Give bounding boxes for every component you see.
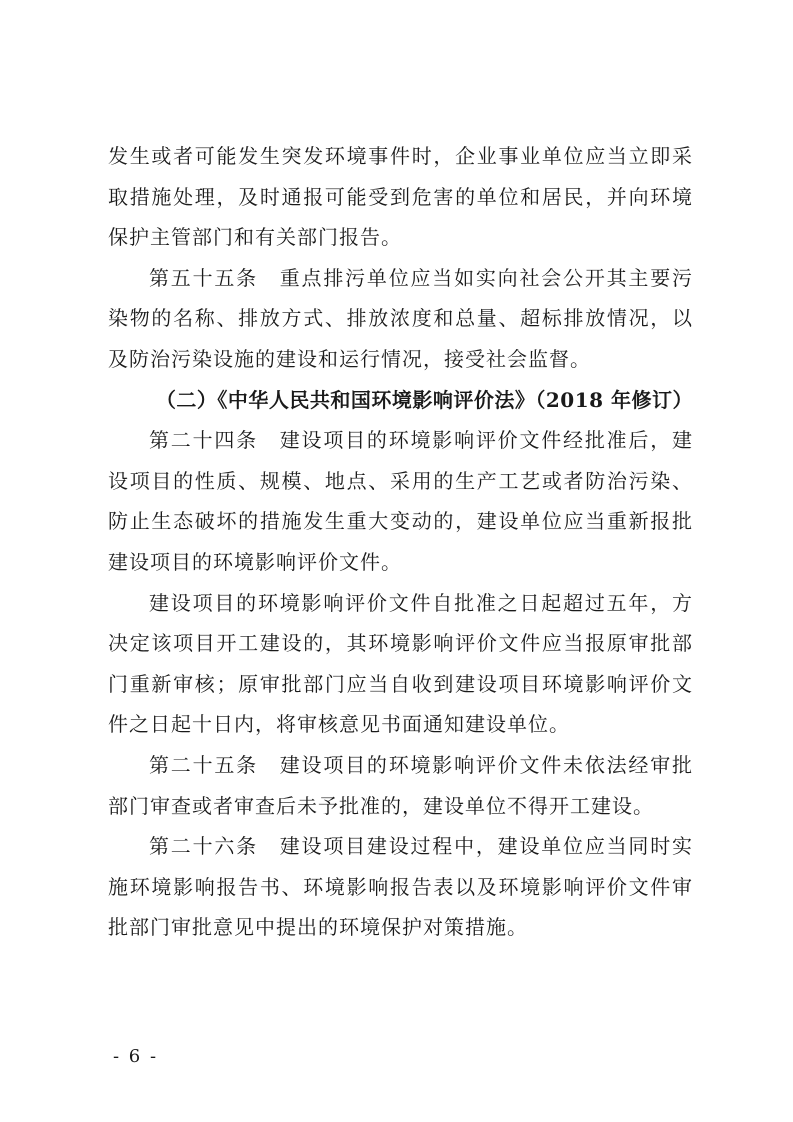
page-number: - 6 -	[113, 1046, 159, 1067]
paragraph-article-24-clause-2: 建设项目的环境影响评价文件自批准之日起超过五年，方决定该项目开工建设的，其环境影响评价文件应当报原审批部门重新审核；原审批部门应当自收到建设项目环境影响评价文件之日起十日内，将审核意见书面通知建设单位。	[108, 590, 693, 737]
paragraph-article-26: 第二十六条 建设项目建设过程中，建设单位应当同时实施环境影响报告书、环境影响报告表以及环境影响评价文件审批部门审批意见中提出的环境保护对策措施。	[108, 834, 693, 940]
section-heading: （二）《中华人民共和国环境影响评价法》（2018 年修订）	[155, 387, 693, 412]
paragraph-article-24: 第二十四条 建设项目的环境影响评价文件经批准后，建设项目的性质、规模、地点、采用的生产工艺或者防治污染、防止生态破坏的措施发生重大变动的，建设单位应当重新报批建设项目的环境影响评价文件。	[108, 428, 693, 574]
paragraph-continuation: 发生或者可能发生突发环境事件时，企业事业单位应当立即采取措施处理，及时通报可能受到危害的单位和居民，并向环境保护主管部门和有关部门报告。	[108, 144, 693, 250]
paragraph-article-25: 第二十五条 建设项目的环境影响评价文件未依法经审批部门审查或者审查后未予批准的，建设单位不得开工建设。	[108, 752, 693, 818]
body-text	[108, 136, 693, 948]
paragraph-article-55: 第五十五条 重点排污单位应当如实向社会公开其主要污染物的名称、排放方式、排放浓度和总量、超标排放情况，以及防治污染设施的建设和运行情况，接受社会监督。	[108, 265, 693, 371]
